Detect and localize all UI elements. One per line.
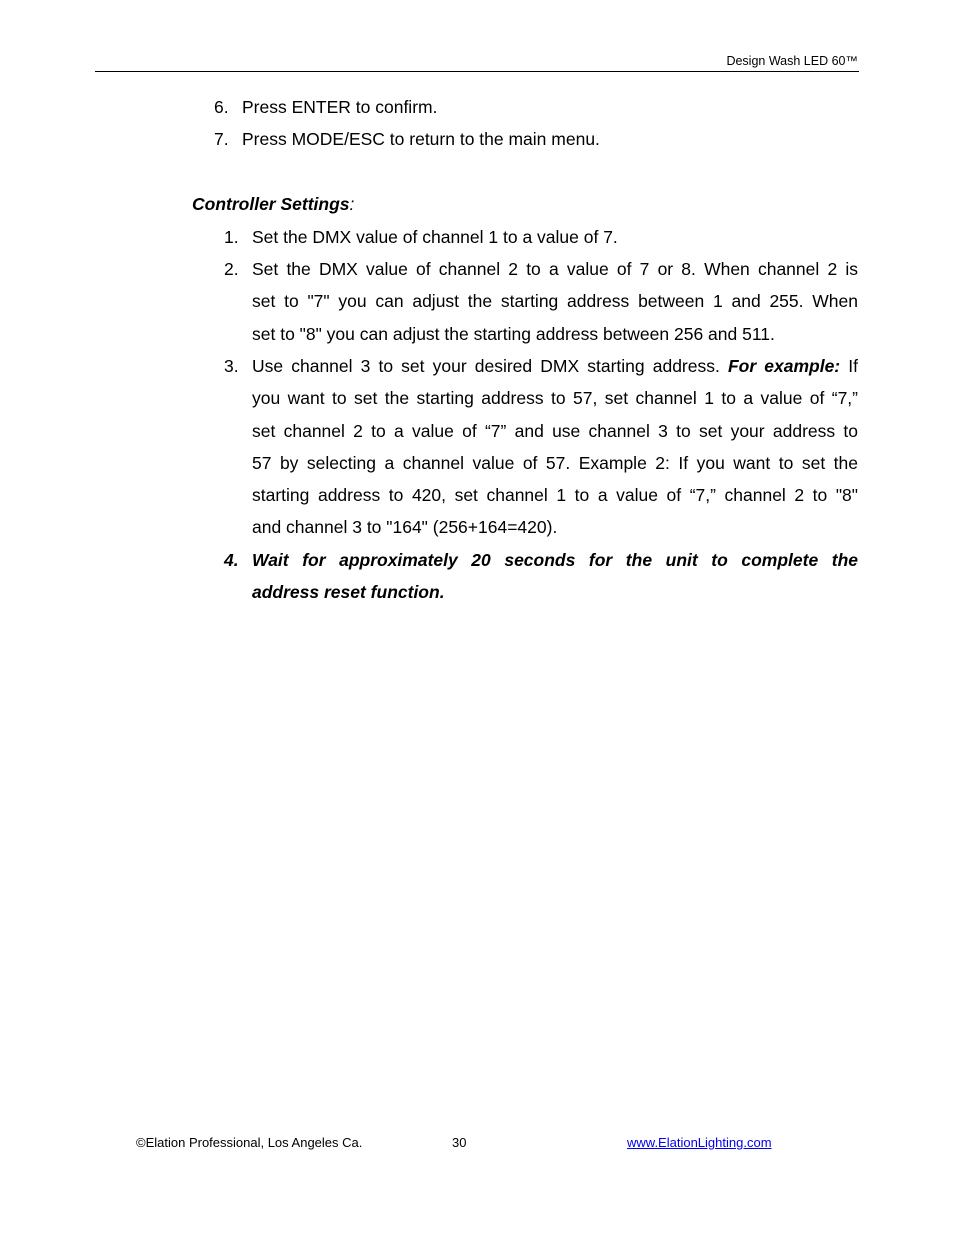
- item-line: set to "8" you can adjust the starting address between 256 and 511.: [252, 323, 775, 344]
- item-number: 4.: [224, 550, 239, 570]
- website-link[interactable]: www.ElationLighting.com: [627, 1135, 772, 1150]
- item-line: [252, 350, 858, 382]
- item-line: and channel 3 to "164" (256+164=420).: [252, 517, 558, 538]
- item-line: you want to set the starting address to 57, set channel 1 to a value of “7,”: [252, 388, 858, 409]
- item-line: Set the DMX value of channel 1 to a value of 7.: [252, 227, 618, 247]
- step-6: [214, 97, 437, 117]
- step-text: Press MODE/ESC to return to the main menu.: [242, 129, 600, 149]
- item-line: 57 by selecting a channel value of 57. Example 2: If you want to set the: [252, 452, 858, 473]
- section-heading: [192, 194, 354, 215]
- item-number: 1.: [224, 227, 239, 247]
- item-line: address reset function.: [252, 582, 445, 603]
- step-7: [214, 129, 600, 149]
- list-item-3: [224, 350, 858, 544]
- item-line: set to "7" you can adjust the starting address between 1 and 255. When: [252, 291, 858, 312]
- step-number: 7.: [214, 129, 229, 149]
- item-number: 3.: [224, 356, 239, 376]
- item-number: 2.: [224, 259, 239, 279]
- step-text: Press ENTER to confirm.: [242, 97, 438, 117]
- section-heading-text: Controller Settings: [192, 194, 350, 214]
- item-text: If: [848, 356, 858, 376]
- footer-copyright: ©Elation Professional, Los Angeles Ca.: [136, 1135, 363, 1150]
- list-item-1: [224, 221, 858, 253]
- list-item-4: [224, 544, 858, 609]
- document-title: Design Wash LED 60™: [726, 54, 858, 68]
- item-line: Set the DMX value of channel 2 to a value of 7 or 8. When channel 2 is: [252, 259, 858, 279]
- item-line: Wait for approximately 20 seconds for the unit to complete the: [252, 550, 858, 570]
- step-number: 6.: [214, 97, 229, 117]
- emphasis-text: For example:: [727, 356, 841, 376]
- header-divider: [95, 71, 859, 72]
- section-heading-colon: :: [349, 194, 355, 214]
- item-line: set channel 2 to a value of “7” and use channel 3 to set your address to: [252, 420, 858, 441]
- item-text: Use channel 3 to set your desired DMX starting address.: [252, 356, 720, 376]
- page-number: 30: [452, 1135, 467, 1150]
- item-line: starting address to 420, set channel 1 to a value of “7,” channel 2 to "8": [252, 485, 858, 506]
- list-item-2: [224, 253, 858, 350]
